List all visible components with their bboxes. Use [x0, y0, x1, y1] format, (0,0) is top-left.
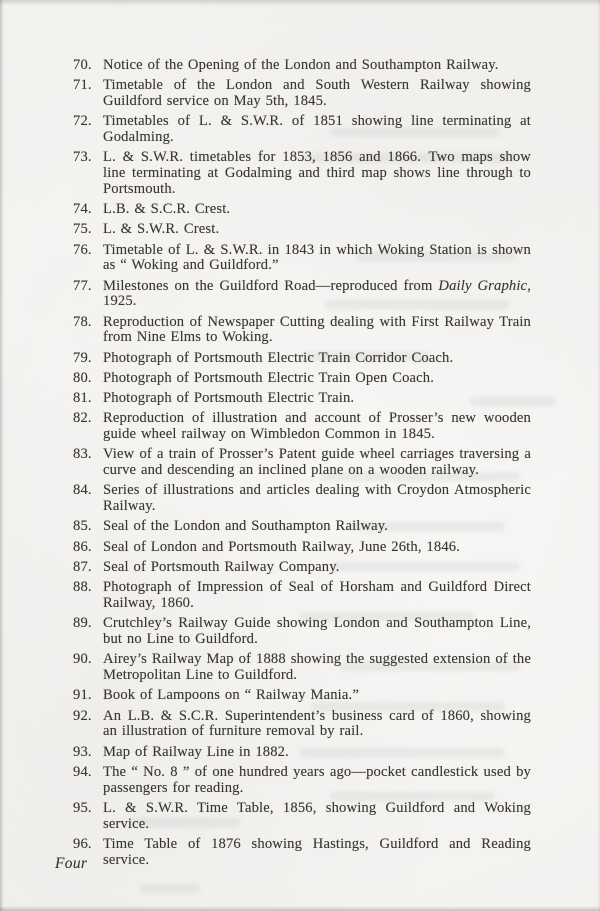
- item-number: 87.: [73, 559, 92, 576]
- list-item: [73, 765, 531, 796]
- item-text: Photograph of Portsmouth Electric Train Open Coach.: [103, 369, 435, 386]
- item-number: 91.: [73, 687, 92, 704]
- item-text: Timetables of L. & S.W.R. of 1851 showing line terminating at Godalming.: [103, 113, 531, 145]
- item-text: Photograph of Portsmouth Electric Train.: [103, 390, 355, 407]
- item-text: An L.B. & S.C.R. Superintendent’s business card of 1860, showing an illustration of furniture removal by rail.: [103, 707, 531, 740]
- item-text: L. & S.W.R. Time Table, 1856, showing Guildford and Woking service.: [103, 799, 531, 832]
- item-number: 92.: [73, 707, 92, 724]
- item-number: 85.: [73, 518, 92, 535]
- item-number: 81.: [73, 390, 92, 407]
- list-item: [73, 688, 531, 704]
- list-item: [73, 411, 531, 442]
- list-item: [73, 114, 531, 145]
- list-item: [73, 279, 531, 310]
- item-number: 83.: [73, 446, 92, 463]
- item-number: 79.: [73, 349, 92, 366]
- list-item: [73, 652, 531, 683]
- item-text: Map of Railway Line in 1882.: [103, 743, 289, 760]
- item-text: Crutchley’s Railway Guide showing London and Southampton Line, but no Line to Guildford.: [103, 615, 531, 648]
- item-number: 93.: [73, 743, 92, 760]
- item-number: 90.: [73, 651, 92, 668]
- list-item: [73, 202, 531, 218]
- item-number: 72.: [73, 113, 92, 130]
- bleed-through-artifact: [140, 884, 200, 893]
- item-text: Reproduction of illustration and account of Prosser’s new wooden guide wheel railway on Wimbledon Common in 1845.: [103, 410, 531, 443]
- list-item: [73, 150, 531, 197]
- item-text: The “ No. 8 ” of one hundred years ago—pocket candlestick used by passengers for reading.: [103, 763, 531, 796]
- item-text: Timetable of the London and South Western Railway showing Guildford service on May 5th, 1845.: [103, 77, 531, 109]
- item-text: Timetable of L. & S.W.R. in 1843 in which Woking Station is shown as “ Woking and Guildford.”: [103, 241, 531, 274]
- list-item: [73, 837, 531, 868]
- item-text: L. & S.W.R. Crest.: [103, 221, 220, 238]
- item-number: 76.: [73, 241, 92, 258]
- list-item: [73, 58, 531, 74]
- item-number: 89.: [73, 615, 92, 632]
- list-item: [73, 540, 531, 556]
- item-text: Series of illustrations and articles dealing with Croydon Atmospheric Railway.: [103, 482, 531, 515]
- list-item: [73, 709, 531, 740]
- item-text: Photograph of Portsmouth Electric Train Corridor Coach.: [103, 349, 454, 366]
- exhibit-list: [73, 58, 531, 873]
- list-item: [73, 351, 531, 367]
- item-number: 96.: [73, 835, 92, 852]
- list-item: [73, 483, 531, 514]
- item-text: Photograph of Impression of Seal of Horsham and Guildford Direct Railway, 1860.: [103, 579, 531, 612]
- item-number: 75.: [73, 221, 92, 238]
- item-number: 77.: [73, 277, 92, 294]
- list-item: [73, 560, 531, 576]
- item-text: Seal of London and Portsmouth Railway, June 26th, 1846.: [103, 538, 461, 555]
- list-item: [73, 447, 531, 478]
- item-number: 88.: [73, 579, 92, 596]
- item-number: 73.: [73, 149, 92, 166]
- list-item: [73, 222, 531, 238]
- item-number: 78.: [73, 313, 92, 330]
- item-text: View of a train of Prosser’s Patent guide wheel carriages traversing a curve and descending an inclined plane on a wooden railway.: [103, 446, 531, 479]
- scan-edge-bottom: [0, 906, 600, 911]
- list-item: [73, 519, 531, 535]
- list-item: [73, 243, 531, 274]
- item-text: Seal of the London and Southampton Railway.: [103, 518, 389, 535]
- list-item: [73, 315, 531, 346]
- item-text: L.B. & S.C.R. Crest.: [103, 201, 231, 217]
- item-text: Milestones on the Guildford Road—reproduced from Daily Graphic, 1925.: [103, 277, 532, 310]
- item-number: 86.: [73, 538, 92, 555]
- page-number: Four: [55, 855, 88, 872]
- item-text: Book of Lampoons on “ Railway Mania.”: [103, 687, 359, 704]
- list-item: [73, 78, 531, 109]
- item-number: 84.: [73, 482, 92, 499]
- scan-edge-top: [0, 0, 600, 6]
- item-text: L. & S.W.R. timetables for 1853, 1856 and 1866. Two maps show line terminating at Godalming and third map shows line through to Portsmouth.: [103, 149, 531, 197]
- list-item: [73, 745, 531, 761]
- item-number: 71.: [73, 77, 92, 94]
- list-item: [73, 801, 531, 832]
- item-number: 94.: [73, 763, 92, 780]
- list-item: [73, 580, 531, 611]
- list-item: [73, 371, 531, 387]
- item-number: 74.: [73, 201, 92, 217]
- item-text: Reproduction of Newspaper Cutting dealing with First Railway Train from Nine Elms to Woking.: [103, 313, 531, 346]
- item-text: Time Table of 1876 showing Hastings, Guildford and Reading service.: [103, 835, 531, 868]
- item-number: 82.: [73, 410, 92, 427]
- item-number: 95.: [73, 799, 92, 816]
- list-item: [73, 391, 531, 407]
- item-text: Seal of Portsmouth Railway Company.: [103, 559, 340, 576]
- item-text: Notice of the Opening of the London and Southampton Railway.: [103, 57, 499, 73]
- item-number: 70.: [73, 57, 92, 73]
- item-number: 80.: [73, 369, 92, 386]
- scan-edge-left: [0, 0, 4, 911]
- list-item: [73, 616, 531, 647]
- item-text: Airey’s Railway Map of 1888 showing the suggested extension of the Metropolitan Line to Guildford.: [103, 651, 531, 684]
